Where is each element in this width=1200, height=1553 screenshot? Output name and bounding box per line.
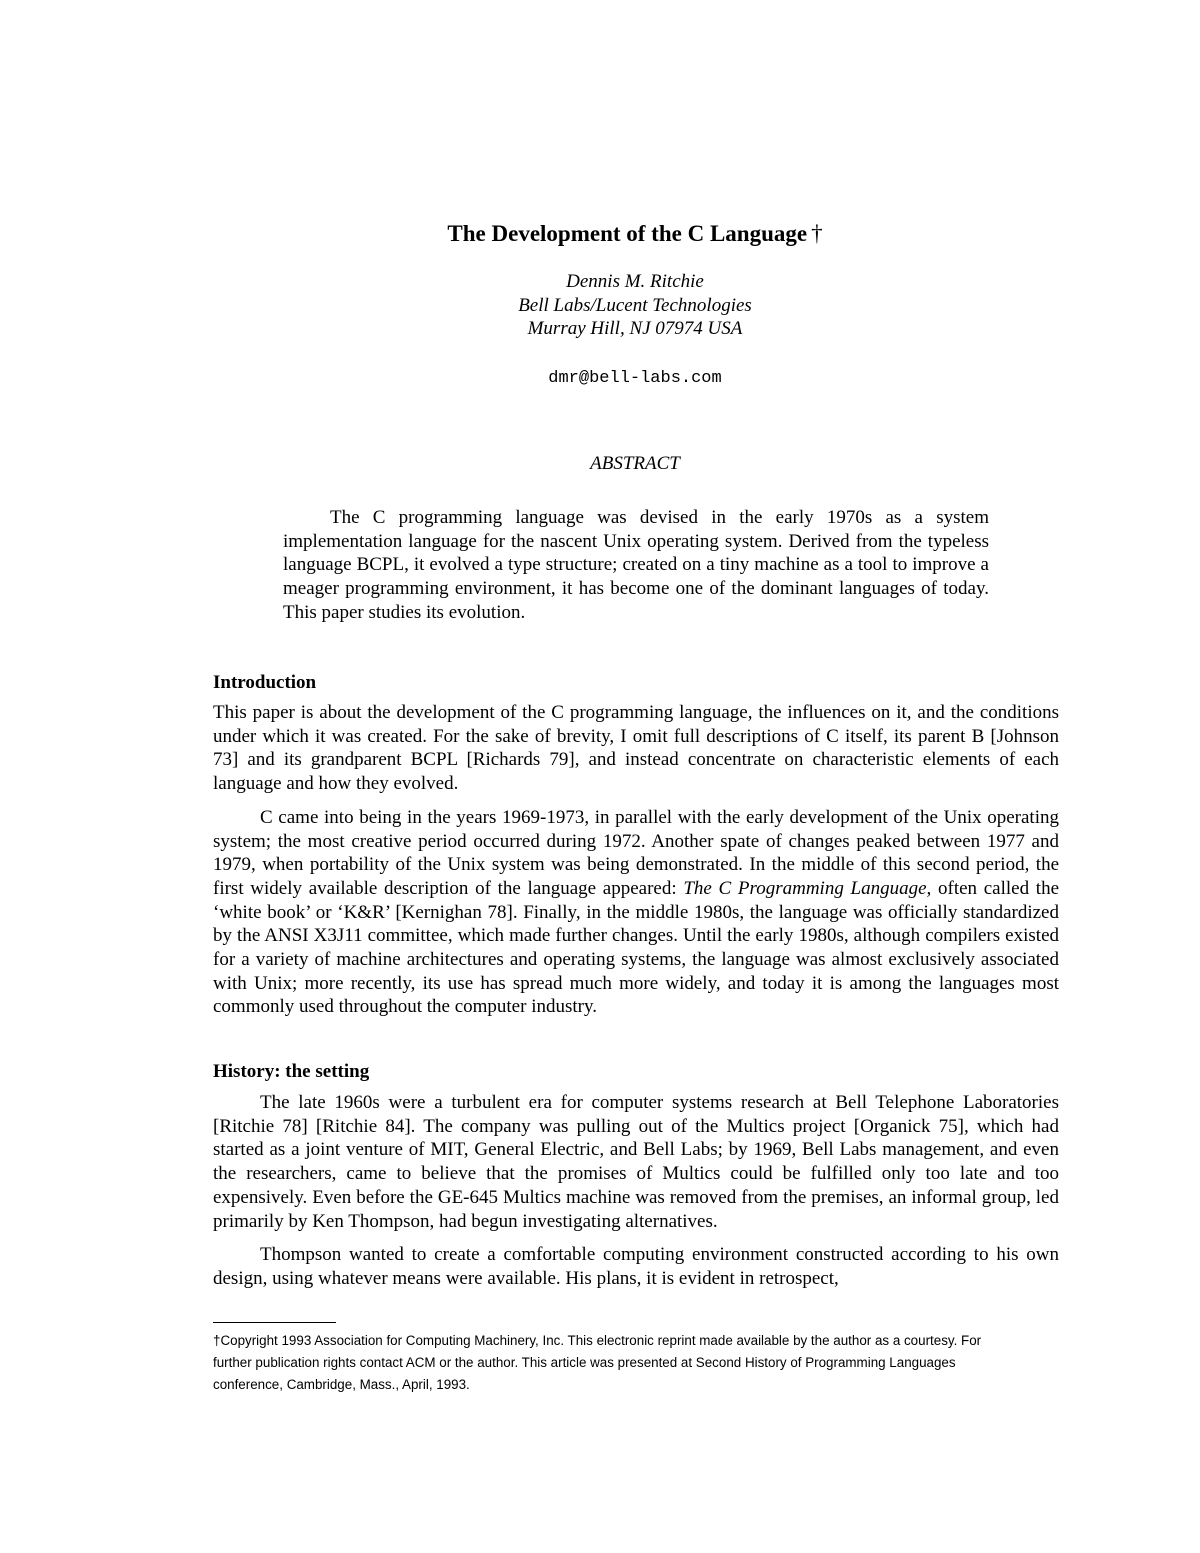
paragraph: This paper is about the development of the C programming language, the influences on it, and the conditions under which it was created. For the sake of brevity, I omit full descriptions of C itself, its parent B [Johnson 73] and its grandparent BCPL [Richards 79], and instead concentrate on characteristic elements of each language and how they evolved.	[213, 702, 1059, 795]
author-email: dmr@bell-labs.com	[548, 369, 722, 388]
paper-title: The Development of the C Language	[447, 221, 808, 246]
author-affiliation: Bell Labs/Lucent Technologies	[518, 294, 752, 316]
footnote-dagger-mark: †	[213, 1333, 221, 1348]
paper-title-line	[0, 220, 1200, 248]
author-name: Dennis M. Ritchie	[566, 271, 704, 292]
abstract-text: The C programming language was devised in the early 1970s as a system implementation language for the nascent Unix operating system. Derived from the typeless language BCPL, it evolved a type structure; created on a tiny machine as a tool to improve a meager programming environment, it has become one of the dominant languages of today. This paper studies its evolution.	[283, 507, 989, 623]
paragraph	[213, 806, 1059, 1019]
author-address: Murray Hill, NJ 07974 USA	[527, 318, 743, 339]
paragraph: Thompson wanted to create a comfortable computing environment constructed according to his own design, using whatever means were available. His plans, it is evident in retrospect,	[213, 1244, 1059, 1289]
paragraph-text: C came into being in the years 1969-1973, in parallel with the early development of the Unix operating system; the most creative period occurred during 1972. Another spate of changes peaked between 1977 and 1979, when portability of the Unix system was being demonstrated. In the middle of this second period, the first widely available description of the language appeared:	[213, 806, 1059, 899]
footnote-divider	[213, 1322, 336, 1323]
copyright-footnote	[213, 1330, 1013, 1396]
section-body-introduction	[213, 701, 1059, 1019]
footnote-text: Copyright 1993 Association for Computing Machinery, Inc. This electronic reprint made available by the author as a courtesy. For further publication rights contact ACM or the author. This article was presented at Second History of Programming Languages conference, Cambridge, Mass., April, 1993.	[213, 1333, 982, 1392]
author-block	[0, 270, 1200, 341]
title-dagger-mark: †	[811, 221, 823, 246]
section-body-history	[213, 1091, 1059, 1291]
paragraph: The late 1960s were a turbulent era for computer systems research at Bell Telephone Laboratories [Ritchie 78] [Ritchie 84]. The company was pulling out of the Multics project [Organick 75], which had started as a joint venture of MIT, General Electric, and Bell Labs; by 1969, Bell Labs management, and even the researchers, came to believe that the promises of Multics could be fulfilled only too late and too expensively. Even before the GE-645 Multics machine was removed from the premises, an informal group, led primarily by Ken Thompson, had begun investigating alternatives.	[213, 1092, 1059, 1232]
book-title-italic: The C Programming Language,	[683, 877, 932, 899]
abstract-heading: ABSTRACT	[590, 453, 680, 474]
section-heading-introduction: Introduction	[213, 672, 317, 693]
section-heading-history: History: the setting	[213, 1061, 370, 1082]
paragraph-text: often called the ‘white book’ or ‘K&R’ [Kernighan 78]. Finally, in the middle 1980s, the language was officially standardized by the ANSI X3J11 committee, which made further changes. Until the early 1980s, although compilers existed for a variety of machine architectures and operating systems, the language was almost exclusively associated with Unix; more recently, its use has spread much more widely, and today it is among the languages most commonly used throughout the computer industry.	[213, 877, 1059, 1018]
